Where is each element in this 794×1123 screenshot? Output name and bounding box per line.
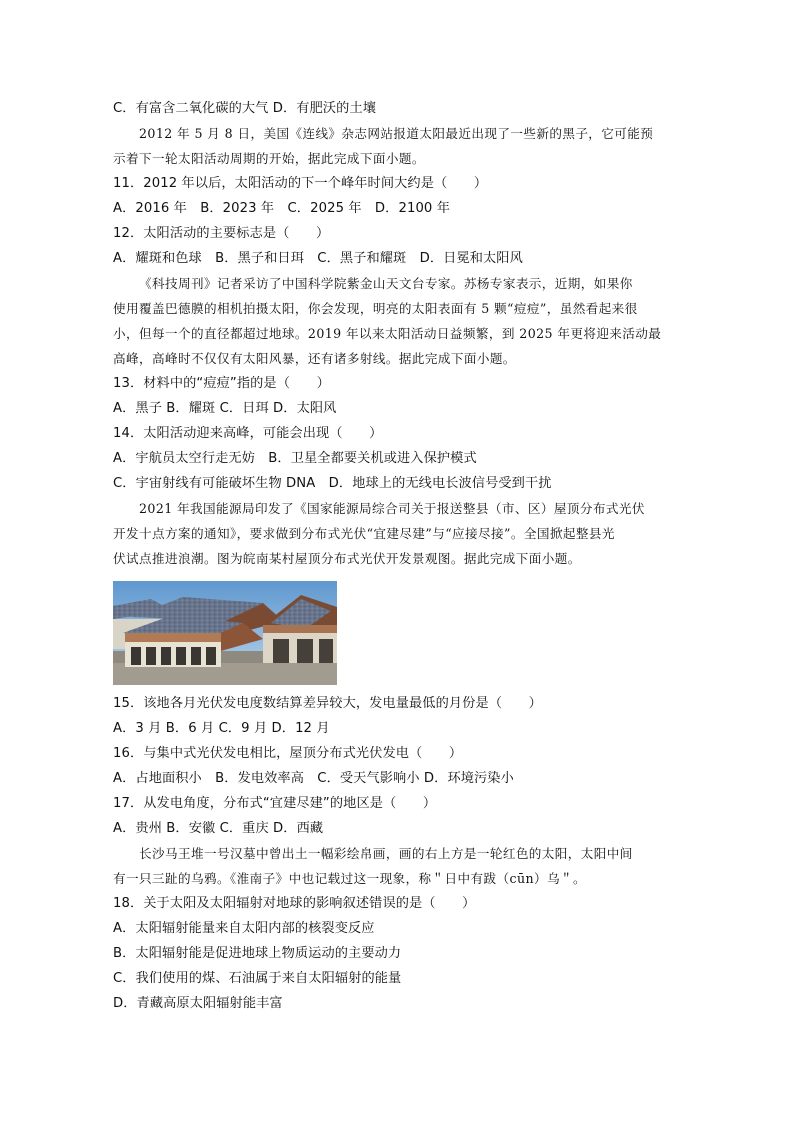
question-18-option-a: A．太阳辐射能量来自太阳内部的核裂变反应 [113,921,375,936]
passage-line: 《科技周刊》记者采访了中国科学院紫金山天文台专家。苏杨专家表示，近期，如果你 [139,276,633,291]
document-page [113,96,683,1016]
question-13: 13．材料中的“痘痘”指的是（ ） [113,376,330,391]
passage-science-weekly [113,271,683,371]
passage-line: 高峰，高峰时不仅仅有太阳风暴，还有诸多射线。据此完成下面小题。 [113,351,516,366]
passage-line: 开发十点方案的通知》，要求做到分布式光伏“宜建尽建”与“应接尽接”。全国掀起整县光 [113,526,615,541]
question-11-options: A．2016 年 B．2023 年 C．2025 年 D．2100 年 [113,201,451,216]
rooftop-solar-photo [113,581,337,685]
passage-line: 2012 年 5 月 8 日，美国《连线》杂志网站报道太阳最近出现了一些新的黑子，它可能预 [139,126,654,141]
question-15-options: A．3 月 B．6 月 C．9 月 D．12 月 [113,721,330,736]
passage-line: 长沙马王堆一号汉墓中曾出土一幅彩绘帛画，画的右上方是一轮红色的太阳，太阳中间 [139,846,633,861]
question-13-options: A．黑子 B．耀斑 C．日珥 D．太阳风 [113,401,337,416]
question-18-option-c: C．我们使用的煤、石油属于来自太阳辐射的能量 [113,971,402,986]
passage-rooftop-solar [113,496,683,571]
question-18: 18．关于太阳及太阳辐射对地球的影响叙述错误的是（ ） [113,896,476,911]
question-14-options-ab: A．宇航员太空行走无妨 B．卫星全都要关机或进入保护模式 [113,451,477,466]
passage-line: 有一只三趾的乌鸦。《淮南子》中也记载过这一现象，称＂日中有跋（cūn）乌＂。 [113,871,586,886]
passage-line: 2021 年我国能源局印发了《国家能源局综合司关于报送整县（市、区）屋顶分布式光伏 [139,501,645,516]
passage-mawangdui [113,841,683,891]
question-18-option-b: B．太阳辐射能是促进地球上物质运动的主要动力 [113,946,402,961]
passage-line: 伏试点推进浪潮。图为皖南某村屋顶分布式光伏开发景观图。据此完成下面小题。 [113,551,581,566]
question-16: 16．与集中式光伏发电相比，屋顶分布式光伏发电（ ） [113,746,463,761]
question-14: 14．太阳活动迎来高峰，可能会出现（ ） [113,426,383,441]
passage-sunspots [113,121,683,171]
question-12-options: A．耀斑和色球 B．黑子和日珥 C．黑子和耀斑 D．日冕和太阳风 [113,251,523,266]
question-11: 11．2012 年以后，太阳活动的下一个峰年时间大约是（ ） [113,176,488,191]
question-14-options-cd: C．宇宙射线有可能破坏生物 DNA D．地球上的无线电长波信号受到干扰 [113,476,552,491]
question-10-options: C．有富含二氧化碳的大气 D．有肥沃的土壤 [113,101,377,116]
question-17: 17．从发电角度，分布式“宜建尽建”的地区是（ ） [113,796,437,811]
question-15: 15．该地各月光伏发电度数结算差异较大，发电量最低的月份是（ ） [113,696,542,711]
passage-line: 使用覆盖巴德膜的相机拍摄太阳，你会发现，明亮的太阳表面有 5 颗“痘痘”，虽然看起来很 [113,301,638,316]
question-17-options: A．贵州 B．安徽 C．重庆 D．西藏 [113,821,324,836]
question-12: 12．太阳活动的主要标志是（ ） [113,226,330,241]
question-16-options: A．占地面积小 B．发电效率高 C．受天气影响小 D．环境污染小 [113,771,514,786]
passage-line: 示着下一轮太阳活动周期的开始，据此完成下面小题。 [113,151,425,166]
passage-line: 小，但每一个的直径都超过地球。2019 年以来太阳活动日益频繁，到 2025 年更将迎来活动最 [113,326,662,341]
question-18-option-d: D．青藏高原太阳辐射能丰富 [113,996,283,1011]
